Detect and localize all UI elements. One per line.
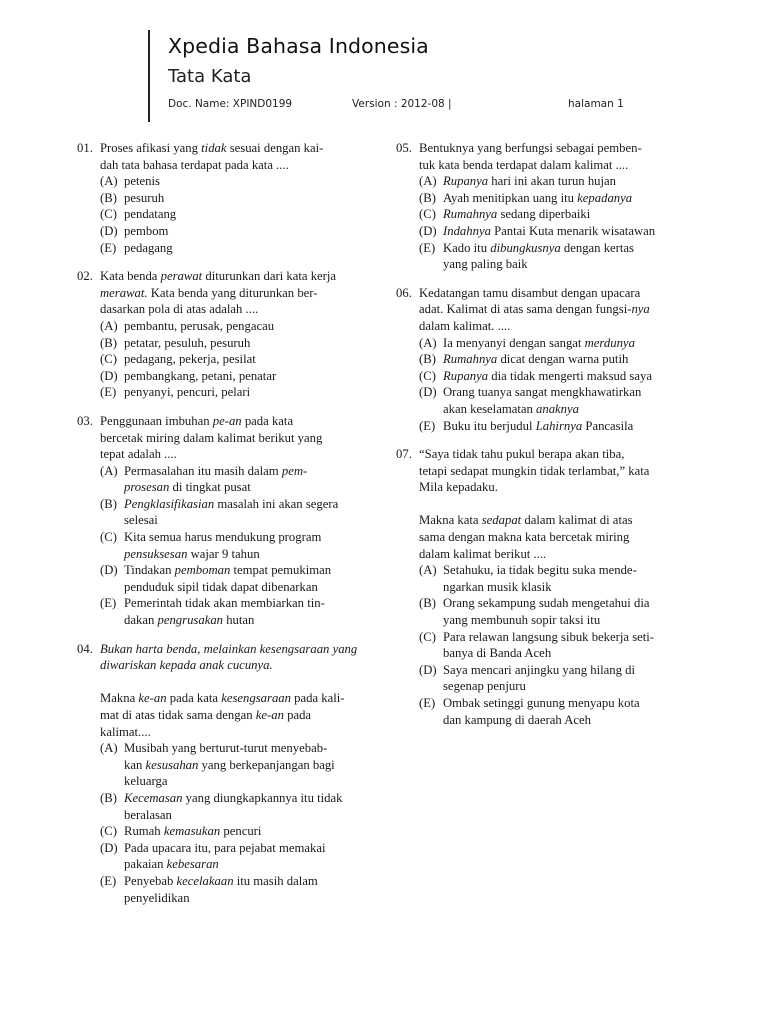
doc-name: Doc. Name: XPIND0199 (168, 98, 293, 110)
option-letter: (A) (100, 463, 118, 478)
option-text: Permasalahan itu masih dalam pem- prosesan di tingkat pusat (124, 463, 308, 495)
document-title: Xpedia Bahasa Indonesia (168, 34, 429, 58)
option-letter: (B) (100, 496, 117, 511)
option-text: petenis (124, 174, 160, 189)
page-number: halaman 1 (568, 98, 624, 110)
option-letter: (E) (100, 240, 117, 255)
option-letter: (D) (100, 840, 118, 855)
answer-option[interactable] (419, 384, 704, 417)
question-stem: Bukan harta benda, melainkan kesengsaraan yang diwariskan kepada anak cucunya. (100, 641, 358, 673)
answer-option[interactable] (419, 351, 704, 368)
option-text: Pemerintah tidak akan membiarkan tin- dakan pengrusakan hutan (124, 596, 325, 628)
doc-version: Version : 2012-08 | (352, 98, 452, 110)
question-stem: Kata benda perawat diturunkan dari kata kerja merawat. Kata benda yang diturunkan ber- dasarkan pola di atas adalah .... (100, 269, 337, 317)
question-item (77, 268, 377, 401)
option-letter: (C) (419, 368, 436, 383)
option-text: pembom (124, 223, 169, 238)
answer-option[interactable] (100, 223, 377, 240)
option-text: Setahuku, ia tidak begitu suka mende- ngarkan musik klasik (443, 563, 637, 594)
question-stem: Penggunaan imbuhan pe-an pada kata bercetak miring dalam kalimat berikut yang tepat adalah .... (100, 413, 323, 462)
answer-option[interactable] (100, 529, 377, 562)
answer-option[interactable] (100, 595, 377, 628)
option-text: Kecemasan yang diungkapkannya itu tidak beralasan (124, 790, 343, 822)
option-letter: (E) (100, 385, 117, 400)
option-text: Rumahnya dicat dengan warna putih (443, 352, 629, 367)
option-letter: (C) (100, 352, 117, 367)
option-text: Penyebab kecelakaan itu masih dalam penyelidikan (124, 873, 318, 905)
option-text: Ayah menitipkan uang itu kepadanya (443, 190, 633, 205)
option-letter: (E) (100, 873, 117, 888)
option-text: petatar, pesuluh, pesuruh (124, 335, 251, 350)
option-letter: (A) (419, 335, 437, 350)
answer-option[interactable] (100, 206, 377, 223)
answer-option[interactable] (100, 335, 377, 352)
option-letter: (A) (100, 318, 118, 333)
question-item (77, 140, 377, 256)
option-text: Orang tuanya sangat mengkhawatirkan akan keselamatan anaknya (443, 385, 642, 416)
answer-option[interactable] (419, 223, 704, 240)
option-text: Ia menyanyi dengan sangat merdunya (443, 335, 635, 350)
option-letter: (E) (100, 596, 117, 611)
option-text: Ombak setinggi gunung menyapu kota dan kampung di daerah Aceh (443, 696, 640, 727)
option-text: Buku itu berjudul Lahirnya Pancasila (443, 418, 634, 433)
answer-option[interactable] (100, 190, 377, 207)
option-letter: (A) (419, 174, 437, 189)
answer-option[interactable] (100, 562, 377, 595)
answer-option[interactable] (100, 840, 377, 873)
answer-option[interactable] (100, 318, 377, 335)
option-letter: (C) (419, 629, 436, 644)
option-letter: (D) (419, 662, 437, 677)
option-text: pendatang (124, 207, 177, 222)
answer-option[interactable] (419, 418, 704, 435)
answer-option[interactable] (100, 823, 377, 840)
question-item (396, 285, 704, 434)
option-letter: (C) (100, 207, 117, 222)
document-subtitle: Tata Kata (168, 66, 252, 87)
answer-option[interactable] (100, 873, 377, 906)
option-text: Rumahnya sedang diperbaiki (443, 207, 591, 222)
option-text: Orang sekampung sudah mengetahui dia yang membunuh sopir taksi itu (443, 596, 650, 628)
answer-option[interactable] (419, 173, 704, 190)
question-prompt: Makna kata sedapat dalam kalimat di atas sama dengan makna kata bercetak miring dalam kalimat berikut .... (419, 513, 633, 561)
question-item (77, 641, 377, 907)
question-prompt: Makna ke-an pada kata kesengsaraan pada kali- mat di atas tidak sama dengan ke-an pada kalimat.... (100, 691, 345, 739)
question-number: 03. (77, 413, 93, 428)
option-letter: (C) (419, 207, 436, 222)
question-number: 05. (396, 141, 412, 155)
option-text: Kita semua harus mendukung program pensuksesan wajar 9 tahun (124, 530, 322, 561)
option-letter: (E) (419, 240, 436, 255)
option-letter: (A) (100, 741, 118, 756)
option-text: pedagang, pekerja, pesilat (124, 352, 256, 367)
question-number: 06. (396, 285, 412, 300)
option-text: Kado itu dibungkusnya dengan kertas yang paling baik (443, 240, 634, 272)
option-text: Saya mencari anjingku yang hilang di segenap penjuru (443, 662, 636, 694)
option-letter: (A) (419, 563, 437, 578)
question-stem: Proses afikasi yang tidak sesuai dengan kai- dah tata bahasa terdapat pada kata .... (100, 141, 324, 172)
option-text: pesuruh (124, 190, 165, 205)
question-number: 01. (77, 141, 93, 155)
answer-option[interactable] (100, 740, 377, 790)
answer-option[interactable] (419, 335, 704, 352)
option-text: Pada upacara itu, para pejabat memakai pakaian kebesaran (124, 840, 326, 872)
document-header (148, 30, 708, 122)
option-letter: (C) (100, 824, 117, 839)
answer-option[interactable] (419, 240, 704, 273)
option-letter: (E) (419, 418, 436, 433)
option-letter: (D) (100, 223, 118, 238)
option-letter: (D) (100, 368, 118, 383)
option-letter: (B) (419, 352, 436, 367)
option-text: pembantu, perusak, pengacau (124, 318, 275, 333)
option-letter: (D) (419, 223, 437, 238)
question-item (396, 446, 704, 728)
answer-option[interactable] (419, 368, 704, 385)
question-number: 07. (396, 447, 412, 462)
option-letter: (D) (419, 385, 437, 400)
option-letter: (C) (100, 530, 117, 545)
option-text: Indahnya Pantai Kuta menarik wisatawan (443, 223, 656, 238)
question-number: 02. (77, 269, 93, 284)
question-item (396, 140, 704, 273)
option-text: Tindakan pemboman tempat pemukiman penduduk sipil tidak dapat dibenarkan (124, 563, 332, 594)
option-text: Rupanya hari ini akan turun hujan (443, 174, 617, 189)
question-stem: Bentuknya yang berfungsi sebagai pemben- tuk kata benda terdapat dalam kalimat .... (419, 141, 642, 172)
question-column-right (396, 140, 704, 740)
question-stem: Kedatangan tamu disambut dengan upacara adat. Kalimat di atas sama dengan fungsi-nya dalam kalimat. .... (419, 285, 650, 333)
option-text: Musibah yang berturut-turut menyebab- kan kesusahan yang berkepanjangan bagi keluarga (124, 741, 335, 789)
question-item (77, 413, 377, 629)
answer-option[interactable] (419, 595, 704, 628)
answer-option[interactable] (419, 662, 704, 695)
answer-option[interactable] (100, 496, 377, 529)
answer-option[interactable] (419, 190, 704, 207)
answer-option[interactable] (100, 790, 377, 823)
option-text: pembangkang, petani, penatar (124, 368, 277, 383)
question-stem: “Saya tidak tahu pukul berapa akan tiba, tetapi sedapat mungkin tidak terlambat,” kata Mila kepadaku. (419, 447, 650, 495)
option-text: Pengklasifikasian masalah ini akan segera selesai (124, 496, 339, 528)
option-letter: (B) (419, 190, 436, 205)
answer-option[interactable] (100, 463, 377, 496)
header-divider-line (148, 30, 150, 122)
question-column-left (77, 140, 377, 918)
option-text: Para relawan langsung sibuk bekerja seti- banya di Banda Aceh (443, 629, 655, 661)
answer-option[interactable] (419, 695, 704, 728)
option-text: Rumah kemasukan pencuri (124, 824, 262, 839)
answer-option[interactable] (100, 351, 377, 368)
question-number: 04. (77, 641, 93, 656)
answer-option[interactable] (419, 206, 704, 223)
option-letter: (B) (419, 596, 436, 611)
option-text: penyanyi, pencuri, pelari (124, 385, 251, 400)
option-letter: (B) (100, 790, 117, 805)
answer-option[interactable] (419, 562, 704, 595)
option-letter: (B) (100, 190, 117, 205)
answer-option[interactable] (100, 368, 377, 385)
answer-option[interactable] (419, 629, 704, 662)
option-text: Rupanya dia tidak mengerti maksud saya (443, 368, 652, 383)
option-letter: (D) (100, 563, 118, 578)
option-text: pedagang (124, 240, 173, 255)
answer-option[interactable] (100, 240, 377, 257)
option-letter: (E) (419, 696, 436, 710)
answer-option[interactable] (100, 173, 377, 190)
option-letter: (B) (100, 335, 117, 350)
answer-option[interactable] (100, 384, 377, 401)
option-letter: (A) (100, 174, 118, 189)
